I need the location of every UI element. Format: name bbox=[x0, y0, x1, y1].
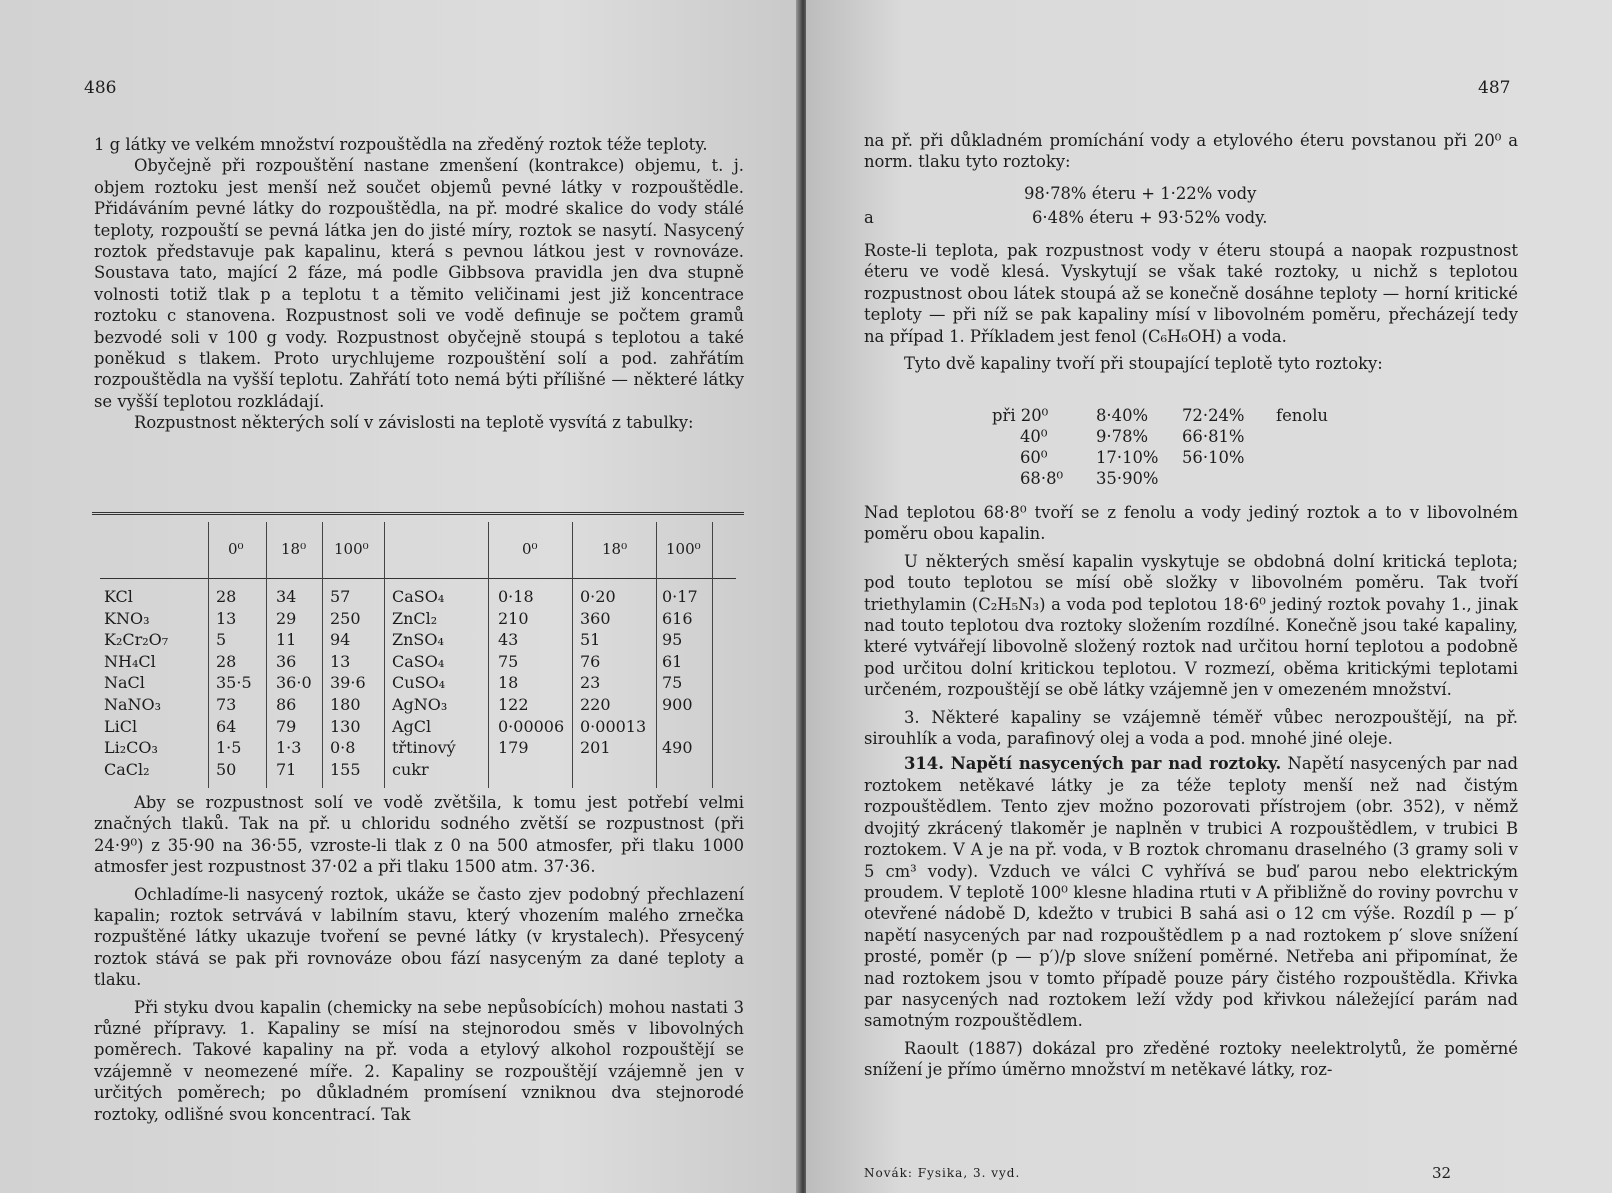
table-value: 130 bbox=[330, 716, 361, 736]
right-page-number: 487 bbox=[1478, 78, 1511, 98]
table-top-rule bbox=[92, 512, 744, 515]
phenol-value: 66·81% bbox=[1182, 427, 1245, 446]
table-value: 34 bbox=[276, 587, 297, 606]
table-value: 179 bbox=[498, 738, 529, 758]
table-salt-name: K₂Cr₂O₇ bbox=[104, 630, 169, 650]
table-value: 0·00013 bbox=[580, 716, 647, 736]
table-salt-name: CaCl₂ bbox=[104, 759, 150, 779]
right-raoult: Raoult (1887) dokázal pro zředěné roztoky neelektrolytů, že poměrné snížení je přímo úměrno množství m netěkavé látky, roz- bbox=[864, 1038, 1518, 1080]
phenol-value: 8·40% bbox=[1096, 406, 1149, 425]
table-salt-name: KCl bbox=[104, 587, 133, 606]
table-salt-name: CaSO₄ bbox=[392, 651, 445, 671]
section-heading: 314. Napětí nasycených par nad roztoky. bbox=[904, 754, 1282, 774]
phenol-temperature: 68·8⁰ bbox=[1020, 469, 1064, 488]
table-salt-name: Li₂CO₃ bbox=[104, 738, 158, 758]
table-value: 210 bbox=[498, 608, 529, 628]
left-paragraph-5: Ochladíme-li nasycený roztok, ukáže se často zjev podobný přechlazení kapalin; roztok setrvává v labilním stavu, který vhozením malého zrnečka rozpuštěné látky ukazuje tvoření se pevné látky (v krystalech). Přesycený roztok stává se pak při rovnováze obou fází nasyceným za dané teploty a tlaku. bbox=[94, 884, 744, 990]
table-value: 28 bbox=[216, 651, 237, 671]
phenol-intro: Tyto dvě kapaliny tvoří při stoupající teplotě tyto roztoky: bbox=[904, 354, 1383, 374]
phenol-value: fenolu bbox=[1276, 406, 1328, 425]
section-text: Napětí nasycených par nad roztokem netěkavé látky je za téže teploty menší než nad čistým rozpouštědlem. Tento zjev možno pozorovati přístrojem (obr. 352), v němž dvojitý zkrácený tlakoměr je naplněn v trubici A rozpouštědlem, v trubici B roztokem. V A je na př. voda, v B roztok chromanu draselného (3 gramy soli v 5 cm³ vody). Vzduch ve válci C vyhřívá se buď parou nebo elektrickým proudem. V teplotě 100⁰ klesne hladina rtuti v A přibližně do roviny povrchu v otevřené nádobě D, kdežto v trubici B sahá asi o 12 cm výše. Rozdíl p — p′ napětí nasycených par nad rozpouštědlem p a nad roztokem p′ slove snížení prosté, poměr (p — p′)/p slove snížení poměrné. Netřeba ani připomínat, že nad roztokem jsou v tomto případě pouze páry čistého rozpouštědla. Křivka par nasycených nad roztokem leží vždy pod křivkou náležející parám nad samotným rozpouštědlem. bbox=[864, 754, 1519, 1031]
phenol-value: 72·24% bbox=[1182, 406, 1245, 425]
table-header-rule bbox=[100, 578, 736, 579]
table-value: 71 bbox=[276, 759, 297, 779]
table-value: 0·00006 bbox=[498, 716, 565, 736]
left-paragraph-4: Aby se rozpustnost solí ve vodě zvětšila, k tomu jest potřebí velmi značných tlaků. Tak na př. u chloridu sodného zvětší se rozpustnost (při 24·9⁰) z 35·90 na 36·55, vzroste-li tlak z 0 na 500 atmosfer, při tlaku 1000 atmosfer jest rozpustnost 37·02 a při tlaku 1500 atm. 37·36. bbox=[94, 793, 744, 877]
table-salt-name: AgCl bbox=[392, 716, 432, 736]
phenol-value: 9·78% bbox=[1096, 427, 1149, 446]
left-paragraph-2: Obyčejně při rozpouštění nastane zmenšení (kontrakce) objemu, t. j. objem roztoku jest menší než součet objemů pevné látky v rozpouštědle. Přidáváním pevné látky do rozpouštědla, na př. modré skalice do vody stálé teploty, rozpouští se pevná látka jen do jisté míry, roztok se nasytí. Nasycený roztok představuje pak kapalinu, která s pevnou látkou jest v rovnováze. Soustava tato, mající 2 fáze, má podle Gibbsova pravidla jen dva stupně volnosti totiž tlak p a teplotu t a těmito veličinami jest již koncentrace roztoku c stanovena. Rozpustnost soli ve vodě definuje se počtem gramů bezvodé soli v 100 g vody. Rozpustnost obyčejně stoupá s teplotou a také poněkud s tlakem. Proto urychlujeme rozpouštění solí a pod. zahřátím rozpouštědla na vyšší teplotu. Zahřátí toto nemá býti přílišné — některé látky se vyšší teplotou rozkládají. bbox=[94, 156, 744, 411]
table-salt-name: ZnCl₂ bbox=[392, 608, 438, 628]
table-value: 23 bbox=[580, 673, 601, 693]
table-value: 0·17 bbox=[662, 587, 698, 606]
table-salt-name: cukr bbox=[392, 759, 429, 779]
table-value: 79 bbox=[276, 716, 297, 736]
right-lower-critical-text: U některých směsí kapalin vyskytuje se obdobná dolní kritická teplota; pod touto teplotou se mísí obě složky v libovolném poměru. Tak tvoří triethylamin (C₂H₅N₃) a voda pod teplotou 18·6⁰ jediný roztok povahy 1., jinak nad touto teplotou dva roztoky složením rozdílné. Konečně jsou také kapaliny, které vytvářejí libovolně složený roztok nad určitou horní teplotou a podobně pod určitou dolní kritickou teplotou. V rozmezí, oběma kritickými teplotami určeném, rozpouštějí se obě látky vzájemně jen v omezeném množství. bbox=[864, 551, 1518, 700]
table-value: 76 bbox=[580, 651, 601, 671]
right-above-text: Nad teplotou 68·8⁰ tvoří se z fenolu a vody jediný roztok a to v libovolném poměru obou kapalin. bbox=[864, 503, 1518, 544]
table-value: 95 bbox=[662, 630, 683, 650]
table-value: 220 bbox=[580, 695, 611, 714]
table-value: 490 bbox=[662, 738, 693, 758]
table-vline bbox=[712, 522, 713, 788]
left-text-after-table bbox=[94, 792, 744, 1125]
right-rising-block bbox=[864, 240, 1518, 374]
table-value: 122 bbox=[498, 695, 529, 714]
left-page-number: 486 bbox=[84, 78, 117, 98]
table-value: 900 bbox=[662, 695, 693, 714]
phenol-value: 56·10% bbox=[1182, 448, 1245, 467]
table-vline bbox=[488, 522, 489, 788]
phenol-temperature: při 20⁰ bbox=[992, 406, 1049, 425]
table-value: 57 bbox=[330, 587, 351, 606]
table-value: 29 bbox=[276, 608, 297, 628]
table-value: 0·20 bbox=[580, 587, 616, 606]
table-value: 51 bbox=[580, 630, 601, 650]
ether-row-2: 6·48% éteru + 93·52% vody. bbox=[1032, 208, 1268, 227]
ether-row-1: 98·78% éteru + 1·22% vody bbox=[1024, 184, 1257, 203]
table-value: 11 bbox=[276, 630, 297, 650]
right-intro-text: na př. při důkladném promíchání vody a etylového éteru povstanou při 20⁰ a norm. tlaku tyto roztoky: bbox=[864, 131, 1518, 172]
table-vline bbox=[572, 522, 573, 788]
table-vline bbox=[266, 522, 267, 788]
table-value: 36·0 bbox=[276, 673, 312, 693]
table-value: 0·18 bbox=[498, 587, 534, 606]
table-salt-name: CaSO₄ bbox=[392, 587, 445, 606]
table-value: 13 bbox=[330, 651, 351, 671]
table-header: 0⁰ bbox=[522, 540, 538, 558]
table-value: 360 bbox=[580, 608, 611, 628]
table-salt-name: třtinový bbox=[392, 738, 456, 758]
table-vline bbox=[322, 522, 323, 788]
table-header: 100⁰ bbox=[334, 540, 369, 558]
left-page bbox=[0, 0, 800, 1193]
right-lower-block bbox=[864, 502, 1518, 1081]
right-section bbox=[864, 753, 1518, 1031]
table-salt-name: NaNO₃ bbox=[104, 695, 162, 714]
table-value: 155 bbox=[330, 759, 361, 779]
table-value: 28 bbox=[216, 587, 237, 606]
table-salt-name: NaCl bbox=[104, 673, 145, 693]
footer-signature: 32 bbox=[1432, 1164, 1452, 1182]
left-paragraph-3: Rozpustnost některých solí v závislosti na teplotě vysvítá z tabulky: bbox=[134, 413, 694, 433]
table-salt-name: ZnSO₄ bbox=[392, 630, 444, 650]
table-value: 36 bbox=[276, 651, 297, 671]
table-vline bbox=[208, 522, 209, 788]
table-value: 75 bbox=[498, 651, 519, 671]
table-value: 35·5 bbox=[216, 673, 252, 693]
left-paragraph-6: Při styku dvou kapalin (chemicky na sebe nepůsobících) mohou nastati 3 různé přípravy. 1. Kapaliny se mísí na stejnorodou směs v libovolných poměrech. Takové kapaliny na př. voda a etylový alkohol rozpouštějí se vzájemně v neomezené míře. 2. Kapaliny se rozpouštějí vzájemně jen v určitých poměrech; po důkladném promísení vzniknou dva stejnorodé roztoky, odlišné svou koncentrací. Tak bbox=[94, 997, 744, 1124]
phenol-temperature: 60⁰ bbox=[1020, 448, 1048, 467]
table-value: 1·5 bbox=[216, 738, 242, 758]
right-intro bbox=[864, 130, 1518, 173]
footer-book-title: Novák: Fysika, 3. vyd. bbox=[864, 1166, 1021, 1180]
table-value: 73 bbox=[216, 695, 237, 714]
table-header: 100⁰ bbox=[666, 540, 701, 558]
table-value: 180 bbox=[330, 695, 361, 714]
table-value: 5 bbox=[216, 630, 227, 650]
table-salt-name: CuSO₄ bbox=[392, 673, 446, 693]
table-salt-name: AgNO₃ bbox=[392, 695, 448, 714]
phenol-value: 17·10% bbox=[1096, 448, 1159, 467]
table-value: 39·6 bbox=[330, 673, 366, 693]
table-value: 94 bbox=[330, 630, 351, 650]
phenol-temperature: 40⁰ bbox=[1020, 427, 1048, 446]
table-value: 1·3 bbox=[276, 738, 302, 758]
table-header: 18⁰ bbox=[602, 540, 628, 558]
table-value: 18 bbox=[498, 673, 519, 693]
table-value: 13 bbox=[216, 608, 237, 628]
left-text-before-table bbox=[94, 134, 744, 434]
table-value: 61 bbox=[662, 651, 683, 671]
table-vline bbox=[384, 522, 385, 788]
table-salt-name: NH₄Cl bbox=[104, 651, 156, 671]
table-value: 64 bbox=[216, 716, 237, 736]
table-value: 0·8 bbox=[330, 738, 356, 758]
table-value: 75 bbox=[662, 673, 683, 693]
table-value: 250 bbox=[330, 608, 361, 628]
table-value: 50 bbox=[216, 759, 237, 779]
table-value: 201 bbox=[580, 738, 611, 758]
table-header: 18⁰ bbox=[281, 540, 307, 558]
table-value: 616 bbox=[662, 608, 693, 628]
table-value: 86 bbox=[276, 695, 297, 714]
left-paragraph-1: 1 g látky ve velkém množství rozpouštědla na zředěný roztok téže teploty. bbox=[94, 135, 708, 154]
right-rising-text: Roste-li teplota, pak rozpustnost vody v éteru stoupá a naopak rozpustnost éteru ve vodě klesá. Vyskytují se však také roztoky, u nichž s teplotou rozpustnost obou látek stoupá až se konečně dosáhne teploty — horní kritické teploty — při níž se pak kapaliny mísí v libovolném poměru, přecházejí tedy na případ 1. Příkladem jest fenol (C₆H₆OH) a voda. bbox=[864, 241, 1518, 346]
ether-row-2-label: a bbox=[864, 208, 874, 227]
phenol-value: 35·90% bbox=[1096, 469, 1159, 488]
right-page bbox=[806, 0, 1612, 1193]
right-para-3: 3. Některé kapaliny se vzájemně téměř vůbec nerozpouštějí, na př. sirouhlík a voda, parafinový olej a voda a pod. mnohé jiné oleje. bbox=[864, 707, 1518, 749]
table-salt-name: KNO₃ bbox=[104, 608, 150, 628]
table-salt-name: LiCl bbox=[104, 716, 138, 736]
table-header: 0⁰ bbox=[228, 540, 244, 558]
table-vline bbox=[656, 522, 657, 788]
table-value: 43 bbox=[498, 630, 519, 650]
